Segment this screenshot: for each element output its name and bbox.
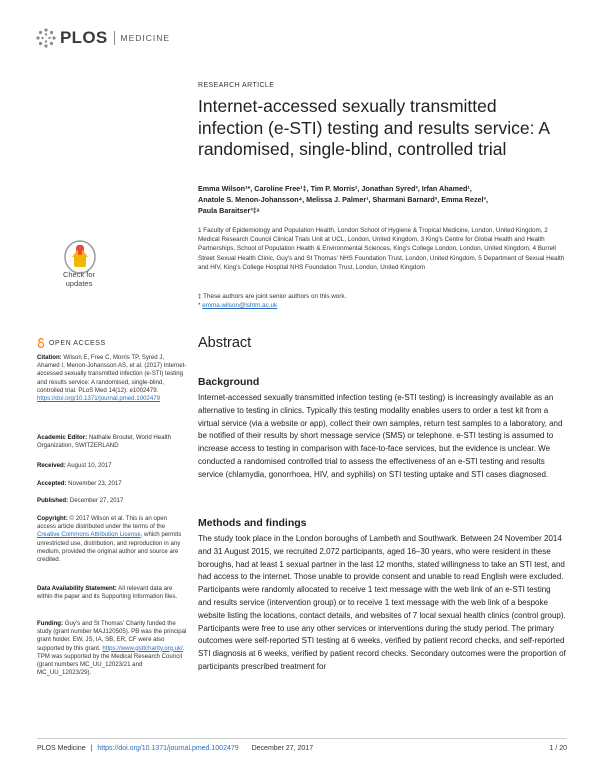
- editor-text: Nathalie Broutet, World Health Organization, SWITZERLAND: [37, 434, 172, 450]
- article-type-label: RESEARCH ARTICLE: [198, 82, 275, 89]
- footer-date: December 27, 2017: [251, 745, 314, 752]
- open-access-label: OPEN ACCESS: [49, 339, 106, 347]
- methods-heading: Methods and findings: [198, 517, 307, 529]
- footer-journal: PLOS Medicine: [37, 745, 86, 752]
- email-prefix: *: [198, 302, 203, 309]
- citation-text: Wilson E, Free C, Morris TP, Syred J, Ahamed I, Menon-Johansson AS, et al. (2017) Internet-accessed sexually transmitted infection (e-STI) testing and results service: A randomised, single-blind, controlled trial. PLoS Med 14(12): e1002479.: [37, 354, 187, 394]
- funding-block: [37, 620, 187, 677]
- citation-block: [37, 354, 187, 403]
- open-lock-icon: [37, 338, 45, 348]
- copyright-block: [37, 515, 187, 564]
- copyright-pre: © 2017 Wilson et al. This is an open access article distributed under the terms of the: [37, 515, 168, 531]
- page-number: 1 / 20: [549, 745, 567, 752]
- editor-label: Academic Editor:: [37, 434, 88, 441]
- logo-text: PLOS: [60, 28, 108, 47]
- published-date: December 27, 2017: [69, 497, 124, 504]
- check-line-2: updates: [65, 279, 93, 288]
- footer-separator: |: [90, 745, 93, 752]
- accepted-label: Accepted:: [37, 480, 67, 487]
- author-list: [198, 183, 566, 216]
- footer-doi-link[interactable]: https://doi.org/10.1371/journal.pmed.1002479: [97, 745, 239, 752]
- funding-label: Funding:: [37, 620, 64, 627]
- received-label: Received:: [37, 462, 66, 469]
- open-access-badge: [37, 338, 106, 348]
- funding-post: . TPM was supported by the Medical Research Council (grant numbers MC_UU_12023/21 and MC_UU_12023/29).: [37, 644, 185, 677]
- data-availability-block: [37, 585, 187, 601]
- author-notes: [198, 292, 566, 310]
- background-heading: Background: [198, 376, 260, 388]
- joint-authors-note: ‡ These authors are joint senior authors on this work.: [198, 293, 347, 300]
- received-date: August 10, 2017: [67, 462, 112, 469]
- editor-block: [37, 434, 187, 450]
- license-link[interactable]: Creative Commons Attribution License: [37, 531, 141, 539]
- corresponding-email-link[interactable]: emma.wilson@lshtm.ac.uk: [202, 302, 278, 309]
- received-block: [37, 462, 187, 470]
- published-label: Published:: [37, 497, 69, 504]
- authors-line-3: Paula Baraitser³‡ᵃ: [198, 206, 260, 215]
- page-footer: [37, 738, 567, 752]
- journal-logo[interactable]: [35, 27, 170, 49]
- accepted-date: November 23, 2017: [68, 480, 122, 487]
- journal-name: MEDICINE: [120, 33, 171, 43]
- data-availability-text: All relevant data are within the paper and its Supporting Information files.: [37, 585, 178, 601]
- check-line-1: Check for: [62, 270, 96, 279]
- citation-doi-link[interactable]: https://doi.org/10.1371/journal.pmed.1002479: [37, 395, 160, 403]
- methods-paragraph: The study took place in the London boroughs of Lambeth and Southwark. Between 24 November 2014 and 31 August 2015, we recruited 2,072 participants, aged 16–30 years, who were resident in these boroughs, had at least 1 sexual partner in the last 12 months, stated willingness to take an STI test, and had access to the internet. Those unable to provide consent and unable to read English were excluded. Participants were randomly allocated to receive 1 text message with the web link of an e-STI testing and results service (intervention group) or to receive 1 text message with the web link of a bespoke website listing the locations, contact details, and websites of 7 local sexual health clinics (control group). Participants were free to use any other services or interventions during the study period. The primary outcomes were self-reported STI testing at 6 weeks, verified by patient record checks, and self-reported STI diagnosis at 6 weeks, verified by patient record checks. Secondary outcomes were the proportion of participants prescribed treatment for: [198, 534, 566, 671]
- citation-label: Citation:: [37, 354, 62, 361]
- copyright-label: Copyright:: [37, 515, 68, 522]
- abstract-heading: Abstract: [198, 335, 252, 351]
- plos-logo-icon: [35, 27, 57, 49]
- data-availability-label: Data Availability Statement:: [37, 585, 117, 592]
- authors-line-1: Emma Wilson¹*, Caroline Free¹‡, Tim P. Morris², Jonathan Syred³, Irfan Ahamed¹,: [198, 184, 472, 193]
- footer-left: [37, 745, 316, 752]
- article-title: Internet-accessed sexually transmitted infection (e-STI) testing and results service: A randomised, single-blind, controlled trial: [198, 96, 550, 159]
- logo-divider: [114, 31, 115, 45]
- affiliations: 1 Faculty of Epidemiology and Population Health, London School of Hygiene & Tropical Medicine, London, United Kingdom, 2 Medical Research Council Clinical Trials Unit at UCL, London, United Kingdom, 3 King's Centre for Global Health and Health Partnerships, School of Population Health & Environmental Sciences, King's College London, London, United Kingdom, 4 Burrell Street Sexual Health Clinic, Guy's and St Thomas' NHS Foundation Trust, London, United Kingdom, 5 Department of Sexual Health and HIV, King's College Hospital NHS Foundation Trust, London, United Kingdom: [198, 227, 565, 271]
- authors-line-2: Anatole S. Menon-Johansson⁴, Melissa J. Palmer¹, Sharmani Barnard³, Emma Rezel³,: [198, 195, 488, 204]
- corresponding-email-row: [198, 301, 566, 310]
- copyright-post: , which permits unrestricted use, distribution, and reproduction in any medium, provided the original author and source are credited.: [37, 531, 182, 564]
- accepted-block: [37, 480, 187, 488]
- published-block: [37, 497, 187, 505]
- check-for-updates-label[interactable]: [48, 270, 110, 288]
- background-paragraph: Internet-accessed sexually transmitted infection testing (e-STI testing) is increasingly available as an alternative to testing in clinics. Typically this testing modality enables users to order a test kit from a virtual service (via a website or app), collect their own samples, return test samples to a laboratory, and be notified of their results by short message service (SMS) or telephone. e-STI testing is assumed to increase access to testing in comparison with face-to-face services, but the evidence is unclear. We conducted a randomised controlled trial to assess the effectiveness of an e-STI testing and results service (chlamydia, gonorrhoea, HIV, and syphilis) on STI testing uptake and STI cases diagnosed.: [198, 393, 563, 479]
- funding-pre: Guy's and St Thomas' Charity funded the study (grant number MAJ120505). PB was the principal grant holder. EW, JS, IA, SB, ER, CF were also supported by this grant.: [37, 620, 187, 652]
- funding-link[interactable]: https://www.gsttcharity.org.uk/: [102, 644, 183, 652]
